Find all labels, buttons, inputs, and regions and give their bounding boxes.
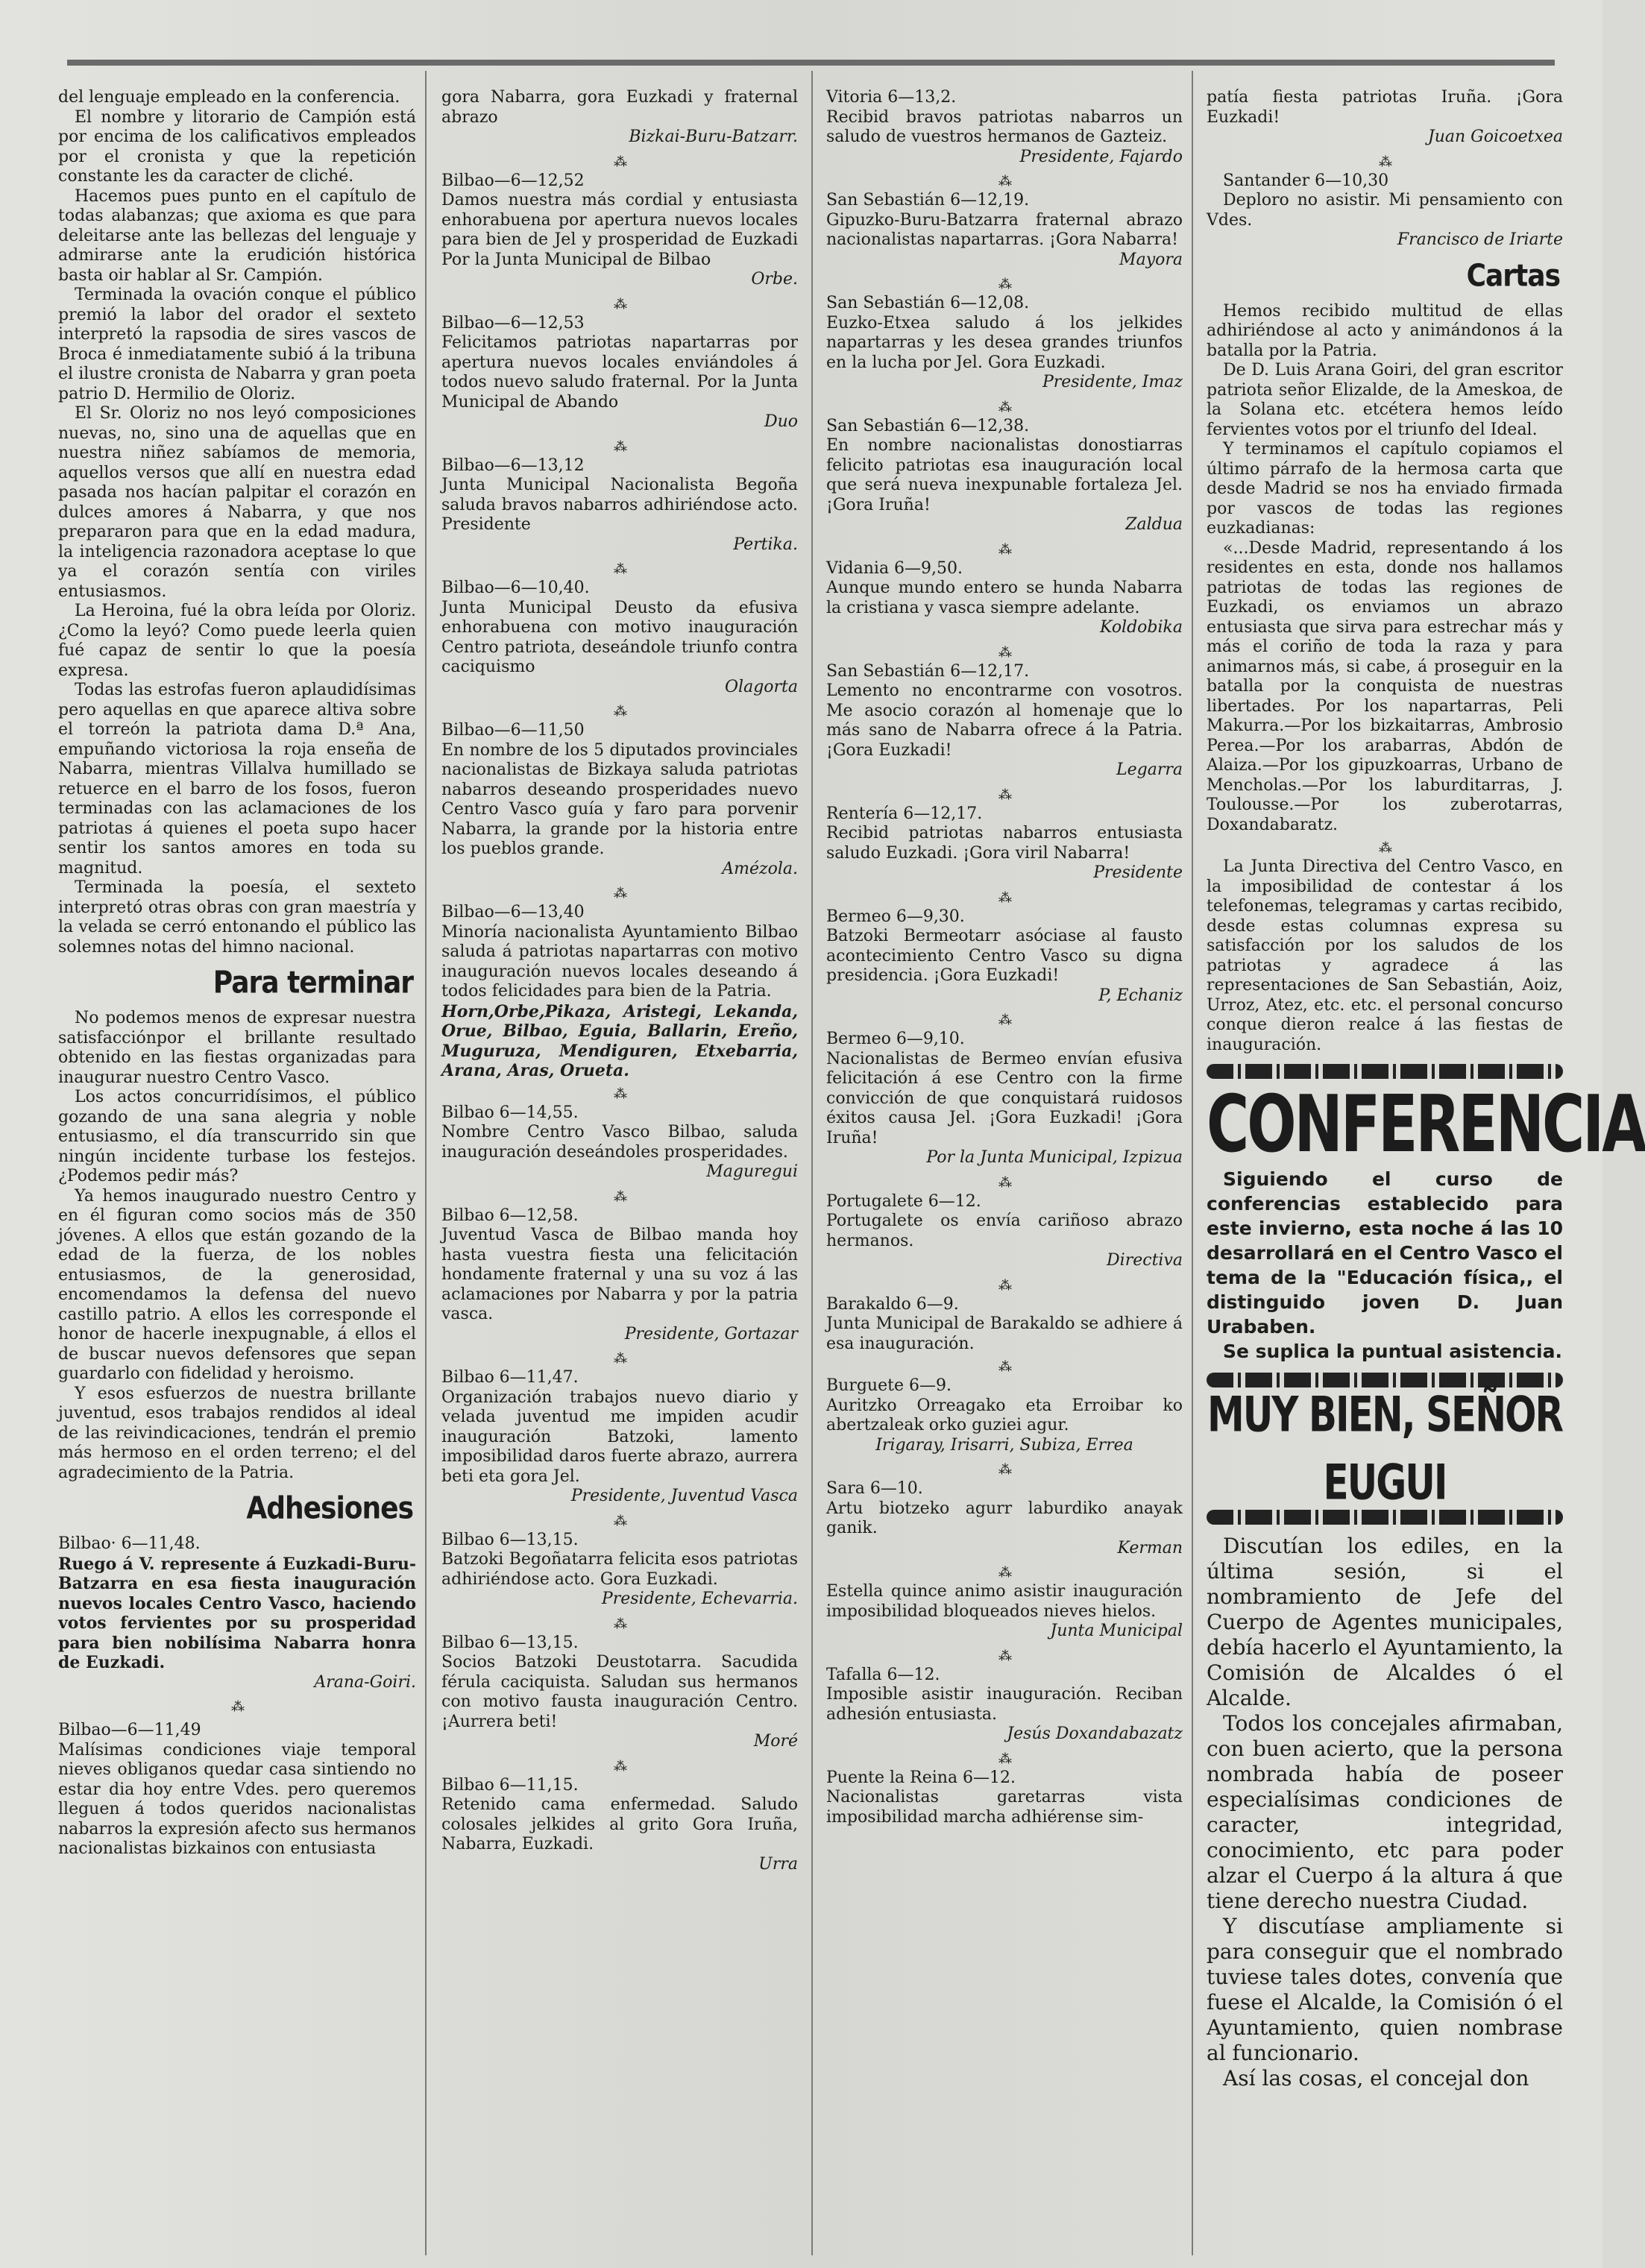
article-body	[1207, 1534, 1563, 2091]
telegram-text: Juventud Vasca de Bilbao manda hoy hasta vuestra fiesta una felicitación hondamente fraternal y una su voz á las aclamaciones por Nabarra y por la patria vasca.	[441, 1226, 798, 1323]
telegram-signature: Junta Municipal	[1050, 1622, 1183, 1640]
telegram-signature: Urra	[758, 1854, 798, 1874]
telegram-dateline: Barakaldo 6—9.	[826, 1294, 959, 1314]
paragraph: del lenguaje empleado en la conferencia.	[58, 88, 400, 107]
column-divider	[425, 71, 427, 2255]
muy-bien-headline: MUY BIEN, SEÑOR EUGUI	[1207, 1386, 1563, 1511]
asterism-icon: ⁂	[998, 787, 1010, 803]
paragraph: Hemos recibido multitud de ellas adhiriéndose al acto y animándonos á la batalla por la Patria.	[1207, 301, 1563, 360]
paragraph: Todas las estrofas fueron aplaudidísimas pero aquellas en que aparece altiva sobre el torreón la patriota dama D.ª Ana, empuñando victoriosa la roja enseña de Nabarra, mientras Villalva humillado se retuerce en el barro de los fosos, fueron terminadas con las aclamaciones de los patriotas á quienes el poeta supo hacer sentir los santos amores en toda su magnitud.	[58, 681, 416, 878]
paragraph: De D. Luis Arana Goiri, del gran escritor patriota señor Elizalde, de la Ameskoa, de la Solana etc. etcétera hemos leído fervientes votos por el triunfo del Ideal.	[1207, 361, 1563, 439]
telegram-dateline: Bilbao—6—12,53	[441, 313, 585, 333]
telegram-text: Auritzko Orreagako eta Erroibar ko abertzaleak orko guziei agur.	[826, 1396, 1183, 1434]
telegram-signature: Orbe.	[751, 270, 798, 289]
telegram-dateline: Vitoria 6—13,2.	[826, 88, 957, 107]
telegram-signature: P, Echaniz	[1098, 986, 1183, 1005]
telegram-dateline: San Sebastián 6—12,08.	[826, 294, 1030, 312]
asterism-icon: ⁂	[998, 174, 1010, 189]
telegram-text: Minoría nacionalista Ayuntamiento Bilbao saluda á patriotas napartarras con motivo inauguración nuevos locales deseando á todos felicidades para bien de la Patria.	[441, 922, 798, 1001]
telegram-dateline: Santander 6—10,30	[1223, 171, 1389, 190]
paragraph: La Heroina, fué la obra leída por Oloriz. ¿Como la leyó? Como puede leerla quien fué capaz de sentir lo que la poesía expresa.	[58, 602, 416, 680]
asterism-icon: ⁂	[998, 1648, 1010, 1664]
paragraph: El nombre y litorario de Campión está por encima de los calificativos empleados por el cronista y que la repetición constante les da caracter de cliché.	[58, 107, 416, 186]
telegram-dateline: Puente la Reina 6—12.	[826, 1768, 1016, 1787]
telegram-signature: Presidente, Juventud Vasca	[570, 1487, 798, 1505]
telegram-signature: Directiva	[1107, 1251, 1183, 1270]
telegram-text: Euzko-Etxea saludo á los jelkides napartarras y les desea grandes triunfos en la lucha por Jel. Gora Euzkadi.	[826, 313, 1183, 372]
asterism-icon: ⁂	[998, 1565, 1010, 1581]
asterism-icon: ⁂	[614, 1351, 626, 1367]
telegram-signature: Presidente, Fajardo	[1019, 147, 1183, 166]
asterism-icon: ⁂	[998, 644, 1010, 661]
paragraph: Ya hemos inaugurado nuestro Centro y en él figuran como socios más de 350 jóvenes. A ellos que están gozando de la edad de la fuerza, de los nobles entusiasmos, de la generosidad, encomendamos la defensa del nuevo castillo patrio. A ellos les corresponde el honor de hacerle inexpugnable, á ellos el de buscar nuevos defensores que sepan guardarlo con fidelidad y heroismo.	[58, 1186, 416, 1383]
telegram-text: Nacionalistas garetarras vista imposibilidad marcha adhiérense sim-	[826, 1788, 1183, 1827]
telegram-text: Damos nuestra más cordial y entusiasta enhorabuena por apertura nuevos locales para bien de Jel y prosperidad de Euzkadi Por la Junta Municipal de Bilbao	[441, 191, 798, 269]
telegram-dateline: Tafalla 6—12.	[826, 1665, 940, 1684]
paragraph: Hacemos pues punto en el capítulo de todas alabanzas; que axioma es que para deleitarse ante las bellezas del lenguaje y admirarse ante la erudición histórica basta oir hablar al Sr. Campión.	[58, 186, 416, 285]
telegram-signature: Zaldua	[1125, 515, 1183, 534]
column-1	[58, 88, 416, 2250]
telegram-dateline: Bilbao—6—11,49	[58, 1721, 201, 1739]
asterism-icon: ⁂	[614, 1616, 626, 1632]
asterism-icon: ⁂	[1379, 154, 1391, 170]
telegram-signature: Francisco de Iriarte	[1397, 230, 1563, 249]
paragraph: Y terminamos el capítulo copiamos el último párrafo de la hermosa carta que desde Madrid se nos ha enviado firmada por vascos de todas las regiones euzkadianas:	[1207, 440, 1563, 538]
section-heading-para-terminar: Para terminar	[213, 965, 413, 1001]
telegram-dateline: Bermeo 6—9,10.	[826, 1030, 965, 1048]
asterism-icon: ⁂	[614, 1513, 626, 1529]
asterism-icon: ⁂	[998, 1359, 1010, 1375]
telegram-text: Batzoki Bermeotarr asóciase al fausto acontecimiento Centro Vasco su digna presidencia. ¡Gora Euzkadi!	[826, 927, 1183, 985]
telegram-signature: Kerman	[1117, 1538, 1183, 1557]
paragraph: Así las cosas, el concejal don	[1223, 2066, 1529, 2091]
paragraph: La Junta Directiva del Centro Vasco, en la imposibilidad de contestar á los telefonemas, telegramas y cartas recibido, desde estas columnas expresa su satisfacción por los saludos de los patriotas y agradece á las representaciones de San Sebastián, Aoiz, Urroz, Atez, etc. etc. el personal concurso conque dieron realce á las fiestas de inauguración.	[1207, 857, 1563, 1054]
telegram-signature: Presidente, Imaz	[1042, 373, 1183, 391]
column-2	[441, 88, 798, 2250]
column-divider	[1192, 71, 1193, 2255]
telegram-signature: Irigaray, Irisarri, Subiza, Errea	[875, 1435, 1133, 1455]
telegram-dateline: Portugalete 6—12.	[826, 1191, 981, 1211]
asterism-icon: ⁂	[998, 1174, 1010, 1191]
telegram-text: Retenido cama enfermedad. Saludo colosales jelkides al grito Gora Iruña, Nabarra, Euzkadi.	[441, 1795, 798, 1853]
telegram-text: En nombre de los 5 diputados provinciales nacionalistas de Bizkaya saluda patriotas nabarros deseando prosperidades nuevo Centro Vasco guía y faro para porvenir Nabarra, la grande por la historia entre los pueblos grande.	[441, 740, 798, 858]
top-rule	[67, 60, 1555, 66]
telegram-signature: Pertika.	[733, 535, 798, 554]
telegram-text: Imposible asistir inauguración. Reciban adhesión entusiasta.	[826, 1685, 1183, 1724]
column-divider	[811, 71, 813, 2255]
telegram-text: Lemento no encontrarme con vosotros. Me asocio corazón al homenaje que lo más sano de Nabarra ofrece á la Patria. ¡Gora Euzkadi!	[826, 681, 1183, 760]
asterism-icon: ⁂	[998, 1751, 1010, 1767]
telegram-dateline: Bilbao 6—13,15.	[441, 1633, 579, 1652]
telegram-text: Junta Municipal de Barakaldo se adhiere á esa inauguración.	[826, 1314, 1183, 1353]
telegram-text: Aunque mundo entero se hunda Nabarra la cristiana y vasca siempre adelante.	[826, 579, 1183, 617]
telegram-text: Ruego á V. represente á Euzkadi-Buru-Batzarra en esa fiesta inauguración nuevos locales Centro Vasco, haciendo votos fervientes por su prosperidad para bien nobilísima Nabarra honra de Euzkadi.	[58, 1554, 416, 1672]
telegram-signature: Jesús Doxandabazatz	[1007, 1724, 1183, 1743]
telegram-text: Deploro no asistir. Mi pensamiento con Vdes.	[1207, 191, 1563, 230]
asterism-icon: ⁂	[998, 399, 1010, 415]
asterism-icon: ⁂	[998, 1277, 1010, 1294]
telegram-signature: Presidente, Gortazar	[624, 1324, 798, 1344]
telegram-dateline: Bilbao—6—13,40	[441, 903, 585, 922]
telegram-dateline: Sara 6—10.	[826, 1479, 923, 1498]
section-heading-cartas: Cartas	[1466, 258, 1560, 294]
telegram-text: gora Nabarra, gora Euzkadi y fraternal abrazo	[441, 88, 798, 127]
telegram-dateline: Bilbao 6—14,55.	[441, 1103, 579, 1122]
telegram-dateline: Bilbao—6—10,40.	[441, 579, 590, 597]
column-3	[826, 88, 1183, 2250]
telegram-signature: Presidente, Echevarria.	[601, 1590, 798, 1608]
asterism-icon: ⁂	[998, 541, 1010, 558]
paragraph: Los actos concurridísimos, el público gozando de una sana alegria y noble entusiasmo, el día transcurrido sin que ningún incidente turbase los festejos. ¿Podemos pedir más?	[58, 1088, 416, 1185]
asterism-icon: ⁂	[1379, 840, 1391, 856]
telegram-text: Nacionalistas de Bermeo envían efusiva felicitación á ese Centro con la firme convicción de que conquistará ruidosos éxitos causa Jel. ¡Gora Euzkadi! ¡Gora Iruña!	[826, 1049, 1183, 1147]
asterism-icon: ⁂	[614, 1188, 626, 1205]
telegram-text: Estella quince animo asistir inauguración imposibilidad bloqueados nieves hielos.	[826, 1582, 1183, 1621]
asterism-icon: ⁂	[614, 886, 626, 901]
telegram-dateline: Bilbao 6—13,15.	[441, 1530, 579, 1549]
telegram-text: Junta Municipal Nacionalista Begoña saluda bravos nabarros adhiriéndose acto. Presidente	[441, 476, 798, 534]
telegram-dateline: San Sebastián 6—12,17.	[826, 661, 1030, 681]
paragraph: Terminada la poesía, el sexteto interpretó otras obras con gran maestría y la velada se cerró entonando el público las solemnes notas del himno nacional.	[58, 878, 416, 957]
paragraph: Y discutíase ampliamente si para conseguir que el nombrado tuviese tales dotes, convenía que fuese el Alcalde, la Comisión ó el Ayuntamiento, quien nombrase al funcionario.	[1207, 1914, 1563, 2065]
telegram-dateline: Bilbao 6—11,47.	[441, 1368, 579, 1387]
telegram-signature: Bizkai-Buru-Batzarr.	[629, 127, 798, 146]
telegram-text: Batzoki Begoñatarra felicita esos patriotas adhiriéndose acto. Gora Euzkadi.	[441, 1550, 798, 1589]
asterism-icon: ⁂	[998, 1462, 1010, 1478]
telegram-text: Felicitamos patriotas napartarras por apertura nuevos locales enviándoles á todos nuevo saludo fraternal. Por la Junta Municipal de Abando	[441, 333, 798, 412]
telegram-signature: Mayora	[1119, 250, 1183, 269]
asterism-icon: ⁂	[614, 1758, 626, 1774]
column-4	[1207, 88, 1645, 2250]
telegram-text: Socios Batzoki Deustotarra. Sacudida férula caciquista. Saludan sus hermanos con motivo fausta inauguración Centro. ¡Aurrera beti!	[441, 1653, 798, 1731]
telegram-dateline: Bilbao· 6—11,48.	[58, 1534, 201, 1553]
telegram-text: Recibid patriotas nabarros entusiasta saludo Euzkadi. ¡Gora viril Nabarra!	[826, 824, 1183, 863]
telegram-signature: Duo	[764, 412, 798, 431]
conferencia-note: Se suplica la puntual asistencia.	[1223, 1341, 1562, 1362]
telegram-dateline: San Sebastián 6—12,38.	[826, 416, 1030, 435]
conferencia-announcement: Siguiendo el curso de conferencias establecido para este invierno, esta noche á las 10 desarrollará en el Centro Vasco el tema de la "Educación física,, el distinguido joven D. Juan Urababen.	[1207, 1168, 1563, 1338]
asterism-icon: ⁂	[998, 1012, 1010, 1028]
telegram-signature: Koldobika	[1099, 618, 1183, 637]
telegram-dateline: Bilbao 6—12,58.	[441, 1206, 579, 1225]
telegram-dateline: San Sebastián 6—12,19.	[826, 191, 1030, 210]
asterism-icon: ⁂	[614, 561, 626, 577]
telegram-dateline: Bilbao—6—13,12	[441, 456, 585, 475]
asterism-icon: ⁂	[998, 277, 1010, 292]
telegram-text: Gipuzko-Buru-Batzarra fraternal abrazo nacionalistas napartarras. ¡Gora Nabarra!	[826, 210, 1183, 249]
asterism-icon: ⁂	[614, 438, 626, 455]
asterism-icon: ⁂	[614, 296, 626, 312]
conferencia-headline: CONFERENCIA	[1207, 1080, 1645, 1171]
telegram-text: Junta Municipal Deusto da efusiva enhorabuena con motivo inauguración Centro patriota, deseándole triunfo contra caciquismo	[441, 598, 798, 676]
telegram-signature: Amézola.	[722, 859, 798, 878]
telegram-text: Recibid bravos patriotas nabarros un saludo de vuestros hermanos de Gazteiz.	[826, 107, 1183, 146]
telegram-dateline: Bilbao 6—11,15.	[441, 1775, 579, 1795]
telegram-signature: Por la Junta Municipal, Izpizua	[926, 1148, 1183, 1167]
telegram-signature: Juan Goicoetxea	[1427, 127, 1563, 146]
asterism-icon: ⁂	[998, 889, 1010, 906]
telegram-dateline: Vidania 6—9,50.	[826, 558, 963, 578]
telegram-text: En nombre nacionalistas donostiarras felicito patriotas esa inauguración local que será nueva inexpunable fortaleza Jel. ¡Gora Iruña!	[826, 436, 1183, 514]
telegram-signature: Moré	[753, 1732, 798, 1751]
paragraph: El Sr. Oloriz no nos leyó composiciones nuevas, no, sino una de aquellas que en nuestra niñez sabíamos de memoria, aquellos versos que allí en nuestra edad pasada nos hacían palpitar el corazón en dulces amores á Nabarra, y que nos prepararon para que en la edad madura, la inteligencia razonadora aceptase lo que ya el corazón sentía con viriles entusiasmos.	[58, 404, 416, 601]
telegram-dateline: Bilbao—6—12,52	[441, 171, 585, 190]
paragraph: Todos los concejales afirmaban, con buen acierto, que la persona nombrada había de poseer especialísimas condiciones de caracter, integridad, conocimiento, etc para poder alzar el Cuerpo á la altura á que tiene derecho nuestra Ciudad.	[1207, 1711, 1563, 1913]
telegram-signature: Arana-Goiri.	[314, 1672, 416, 1692]
paragraph: Discutían los ediles, en la última sesión, si el nombramiento de Jefe del Cuerpo de Agentes municipales, debía hacerlo el Ayuntamiento, la Comisión de Alcaldes ó el Alcalde.	[1207, 1534, 1563, 1710]
telegram-dateline: Bermeo 6—9,30.	[826, 907, 965, 926]
asterism-icon: ⁂	[231, 1699, 243, 1715]
paragraph: Terminada la ovación conque el público premió la labor del orador el sexteto interpretó la rapsodia de sires vascos de Broca é inmediatamente subió á la tribuna el ilustre cronista de Nabarra y gran poeta patrio D. Hermilio de Oloriz.	[58, 286, 416, 403]
telegram-text: Portugalete os envía cariñoso abrazo hermanos.	[826, 1212, 1183, 1250]
telegram-text: Malísimas condiciones viaje temporal nieves obliganos quedar casa sintiendo no estar dia hoy entre Vdes. pero queremos lleguen á todos queridos nacionalistas nabarros la expresión afecto sus hermanos nacionalistas bizkainos con entusiasta	[58, 1740, 416, 1858]
telegram-signature: Olagorta	[725, 677, 798, 696]
asterism-icon: ⁂	[614, 154, 626, 170]
telegram-signature: Legarra	[1116, 760, 1183, 779]
asterism-icon: ⁂	[614, 704, 626, 719]
telegram-dateline: Bilbao—6—11,50	[441, 721, 585, 740]
telegram-text: patía fiesta patriotas Iruña. ¡Gora Euzkadi!	[1207, 88, 1563, 127]
section-heading-adhesiones: Adhesiones	[246, 1490, 413, 1527]
telegram-text: Organización trabajos nuevo diario y velada juventud me impiden acudir inauguración Batzoki, lamento imposibilidad daros fuerte abrazo, aurrera beti eta gora Jel.	[441, 1387, 798, 1486]
councillor-names: Horn,Orbe,Pikaza, Aristegi, Lekanda, Orue, Bilbao, Eguia, Ballarin, Ereño, Muguruza, Mendiguren, Etxebarria, Arana, Aras, Orueta.	[441, 1001, 798, 1080]
telegram-dateline: Burguete 6—9.	[826, 1376, 952, 1395]
asterism-icon: ⁂	[614, 1086, 626, 1102]
telegram-signature: Presidente	[1093, 863, 1183, 882]
paragraph: No podemos menos de expresar nuestra satisfacciónpor el brillante resultado obtenido en las fiestas organizadas para inaugurar nuestro Centro Vasco.	[58, 1009, 416, 1087]
telegram-text: Nombre Centro Vasco Bilbao, saluda inauguración deseándoles prosperidades.	[441, 1123, 798, 1162]
paragraph: Y esos esfuerzos de nuestra brillante juventud, esos trabajos rendidos al ideal de las reivindicaciones, tendrán el premio más hermoso en el orden terreno; el del agradecimiento de la Patria.	[58, 1384, 416, 1482]
telegram-signature: Maguregui	[706, 1162, 798, 1181]
quoted-letter: «...Desde Madrid, representando á los residentes en esta, donde nos hallamos patriotas de todas las regiones de Euzkadi, os enviamos un abrazo entusiasta que sirva para estrechar más y más el coriño de toda la raza y para animarnos más, si cabe, á proseguir en la batalla por la conquista de nuestras libertades. Por los napartarras, Peli Makurra.—Por los bizkaitarras, Ambrosio Perea.—Por los arabarras, Abdón de Alaiza.—Por los gipuzkoarras, Urbano de Mencholas.—Por los laburditarras, J. Toulousse.—Por los zuberotarras, Doxandabaratz.	[1207, 538, 1563, 834]
telegram-text: Artu biotzeko agurr laburdiko anayak ganik.	[826, 1499, 1183, 1537]
telegram-dateline: Rentería 6—12,17.	[826, 804, 983, 823]
